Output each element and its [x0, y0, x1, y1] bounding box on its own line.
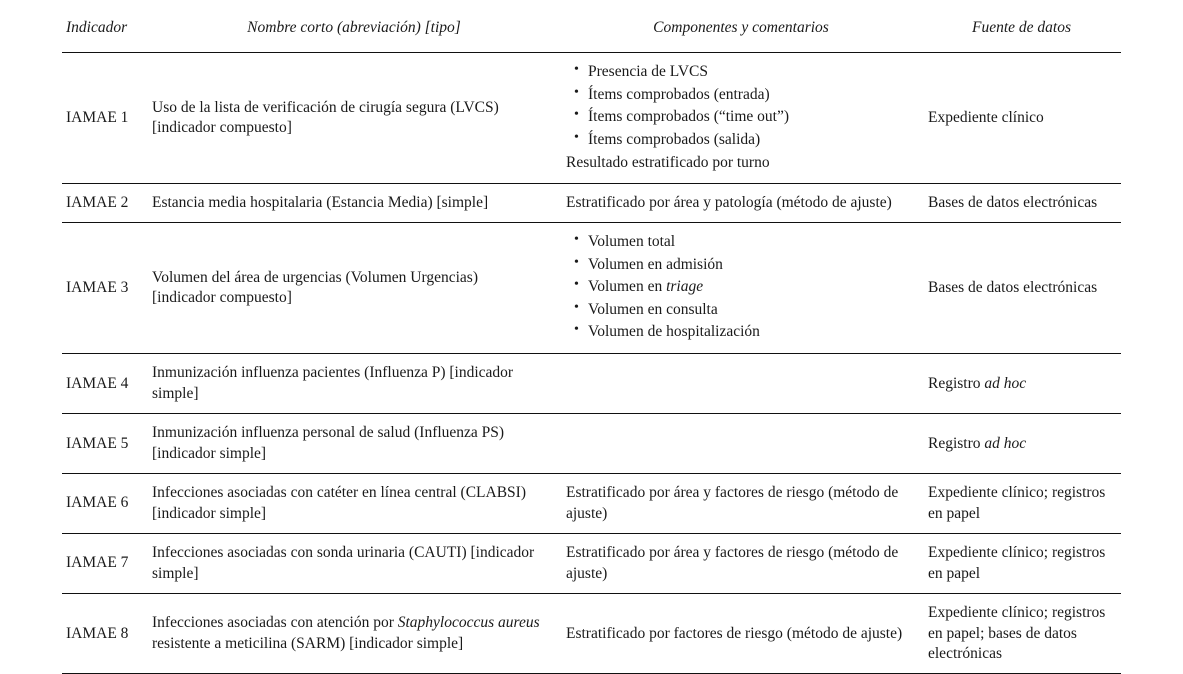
cell-indicator: IAMAE 7 — [62, 534, 148, 594]
table-header-row — [62, 0, 1121, 53]
cell-name: Infecciones asociadas con sonda urinaria (CAUTI) [indicador simple] — [148, 534, 560, 594]
column-header-indicador: Indicador — [62, 0, 148, 53]
cell-components — [560, 223, 922, 354]
cell-source: Bases de datos electrónicas — [922, 223, 1121, 354]
list-item: • Volumen de hospitalización — [588, 322, 912, 344]
table-row — [62, 594, 1121, 674]
list-item: • Ítems comprobados (salida) — [588, 130, 912, 152]
cell-indicator: IAMAE 2 — [62, 183, 148, 222]
cell-name: Uso de la lista de verificación de cirugía segura (LVCS) [indicador compuesto] — [148, 53, 560, 183]
list-item: • Presencia de LVCS — [588, 62, 912, 84]
cell-name: Estancia media hospitalaria (Estancia Media) [simple] — [148, 183, 560, 222]
list-item: • Volumen en triage — [588, 277, 912, 299]
cell-source: Expediente clínico; registros en papel — [922, 534, 1121, 594]
components-list — [566, 232, 912, 344]
cell-indicator: IAMAE 8 — [62, 594, 148, 674]
cell-source: Expediente clínico; registros en papel — [922, 474, 1121, 534]
table-row — [62, 354, 1121, 414]
list-item: • Volumen total — [588, 232, 912, 254]
cell-components — [560, 414, 922, 474]
table-row — [62, 474, 1121, 534]
cell-components: Estratificado por área y factores de riesgo (método de ajuste) — [560, 474, 922, 534]
ad-hoc-italic: ad hoc — [984, 374, 1027, 392]
cell-components: Estratificado por área y factores de riesgo (método de ajuste) — [560, 534, 922, 594]
cell-source: Bases de datos electrónicas — [922, 183, 1121, 222]
table-row — [62, 414, 1121, 474]
cell-components — [560, 354, 922, 414]
cell-name: Infecciones asociadas con catéter en línea central (CLABSI) [indicador simple] — [148, 474, 560, 534]
list-item: • Ítems comprobados (“time out”) — [588, 107, 912, 129]
components-list — [566, 62, 912, 152]
cell-indicator: IAMAE 3 — [62, 223, 148, 354]
list-item: • Volumen en admisión — [588, 255, 912, 277]
triage-italic: triage — [666, 278, 704, 296]
ad-hoc-italic: ad hoc — [984, 434, 1027, 452]
cell-indicator: IAMAE 1 — [62, 53, 148, 183]
cell-source: Expediente clínico; registros en papel; bases de datos electrónicas — [922, 594, 1121, 674]
cell-name: Inmunización influenza pacientes (Influenza P) [indicador simple] — [148, 354, 560, 414]
column-header-fuente-datos: Fuente de datos — [922, 0, 1121, 53]
cell-indicator: IAMAE 4 — [62, 354, 148, 414]
cell-name: Infecciones asociadas con atención por Staphylococcus aureus resistente a meticilina (SARM) [indicador simple] — [148, 594, 560, 674]
column-header-componentes: Componentes y comentarios — [560, 0, 922, 53]
list-item: • Ítems comprobados (entrada) — [588, 85, 912, 107]
table-body — [62, 53, 1121, 674]
cell-name: Inmunización influenza personal de salud (Influenza PS) [indicador simple] — [148, 414, 560, 474]
cell-source: Registro ad hoc — [922, 354, 1121, 414]
table-row — [62, 223, 1121, 354]
cell-name: Volumen del área de urgencias (Volumen Urgencias) [indicador compuesto] — [148, 223, 560, 354]
column-header-nombre-corto: Nombre corto (abreviación) [tipo] — [148, 0, 560, 53]
indicator-table — [62, 0, 1121, 674]
cell-components: Estratificado por factores de riesgo (método de ajuste) — [560, 594, 922, 674]
table-row — [62, 53, 1121, 183]
cell-components — [560, 53, 922, 183]
cell-components: Estratificado por área y patología (método de ajuste) — [560, 183, 922, 222]
table-header — [62, 0, 1121, 53]
cell-source: Expediente clínico — [922, 53, 1121, 183]
table-row — [62, 534, 1121, 594]
cell-indicator: IAMAE 6 — [62, 474, 148, 534]
list-item: • Volumen en consulta — [588, 300, 912, 322]
cell-indicator: IAMAE 5 — [62, 414, 148, 474]
cell-source: Registro ad hoc — [922, 414, 1121, 474]
pathogen-italic: Staphylococcus aureus — [397, 614, 540, 632]
components-note: Resultado estratificado por turno — [566, 154, 770, 172]
table-row — [62, 183, 1121, 222]
